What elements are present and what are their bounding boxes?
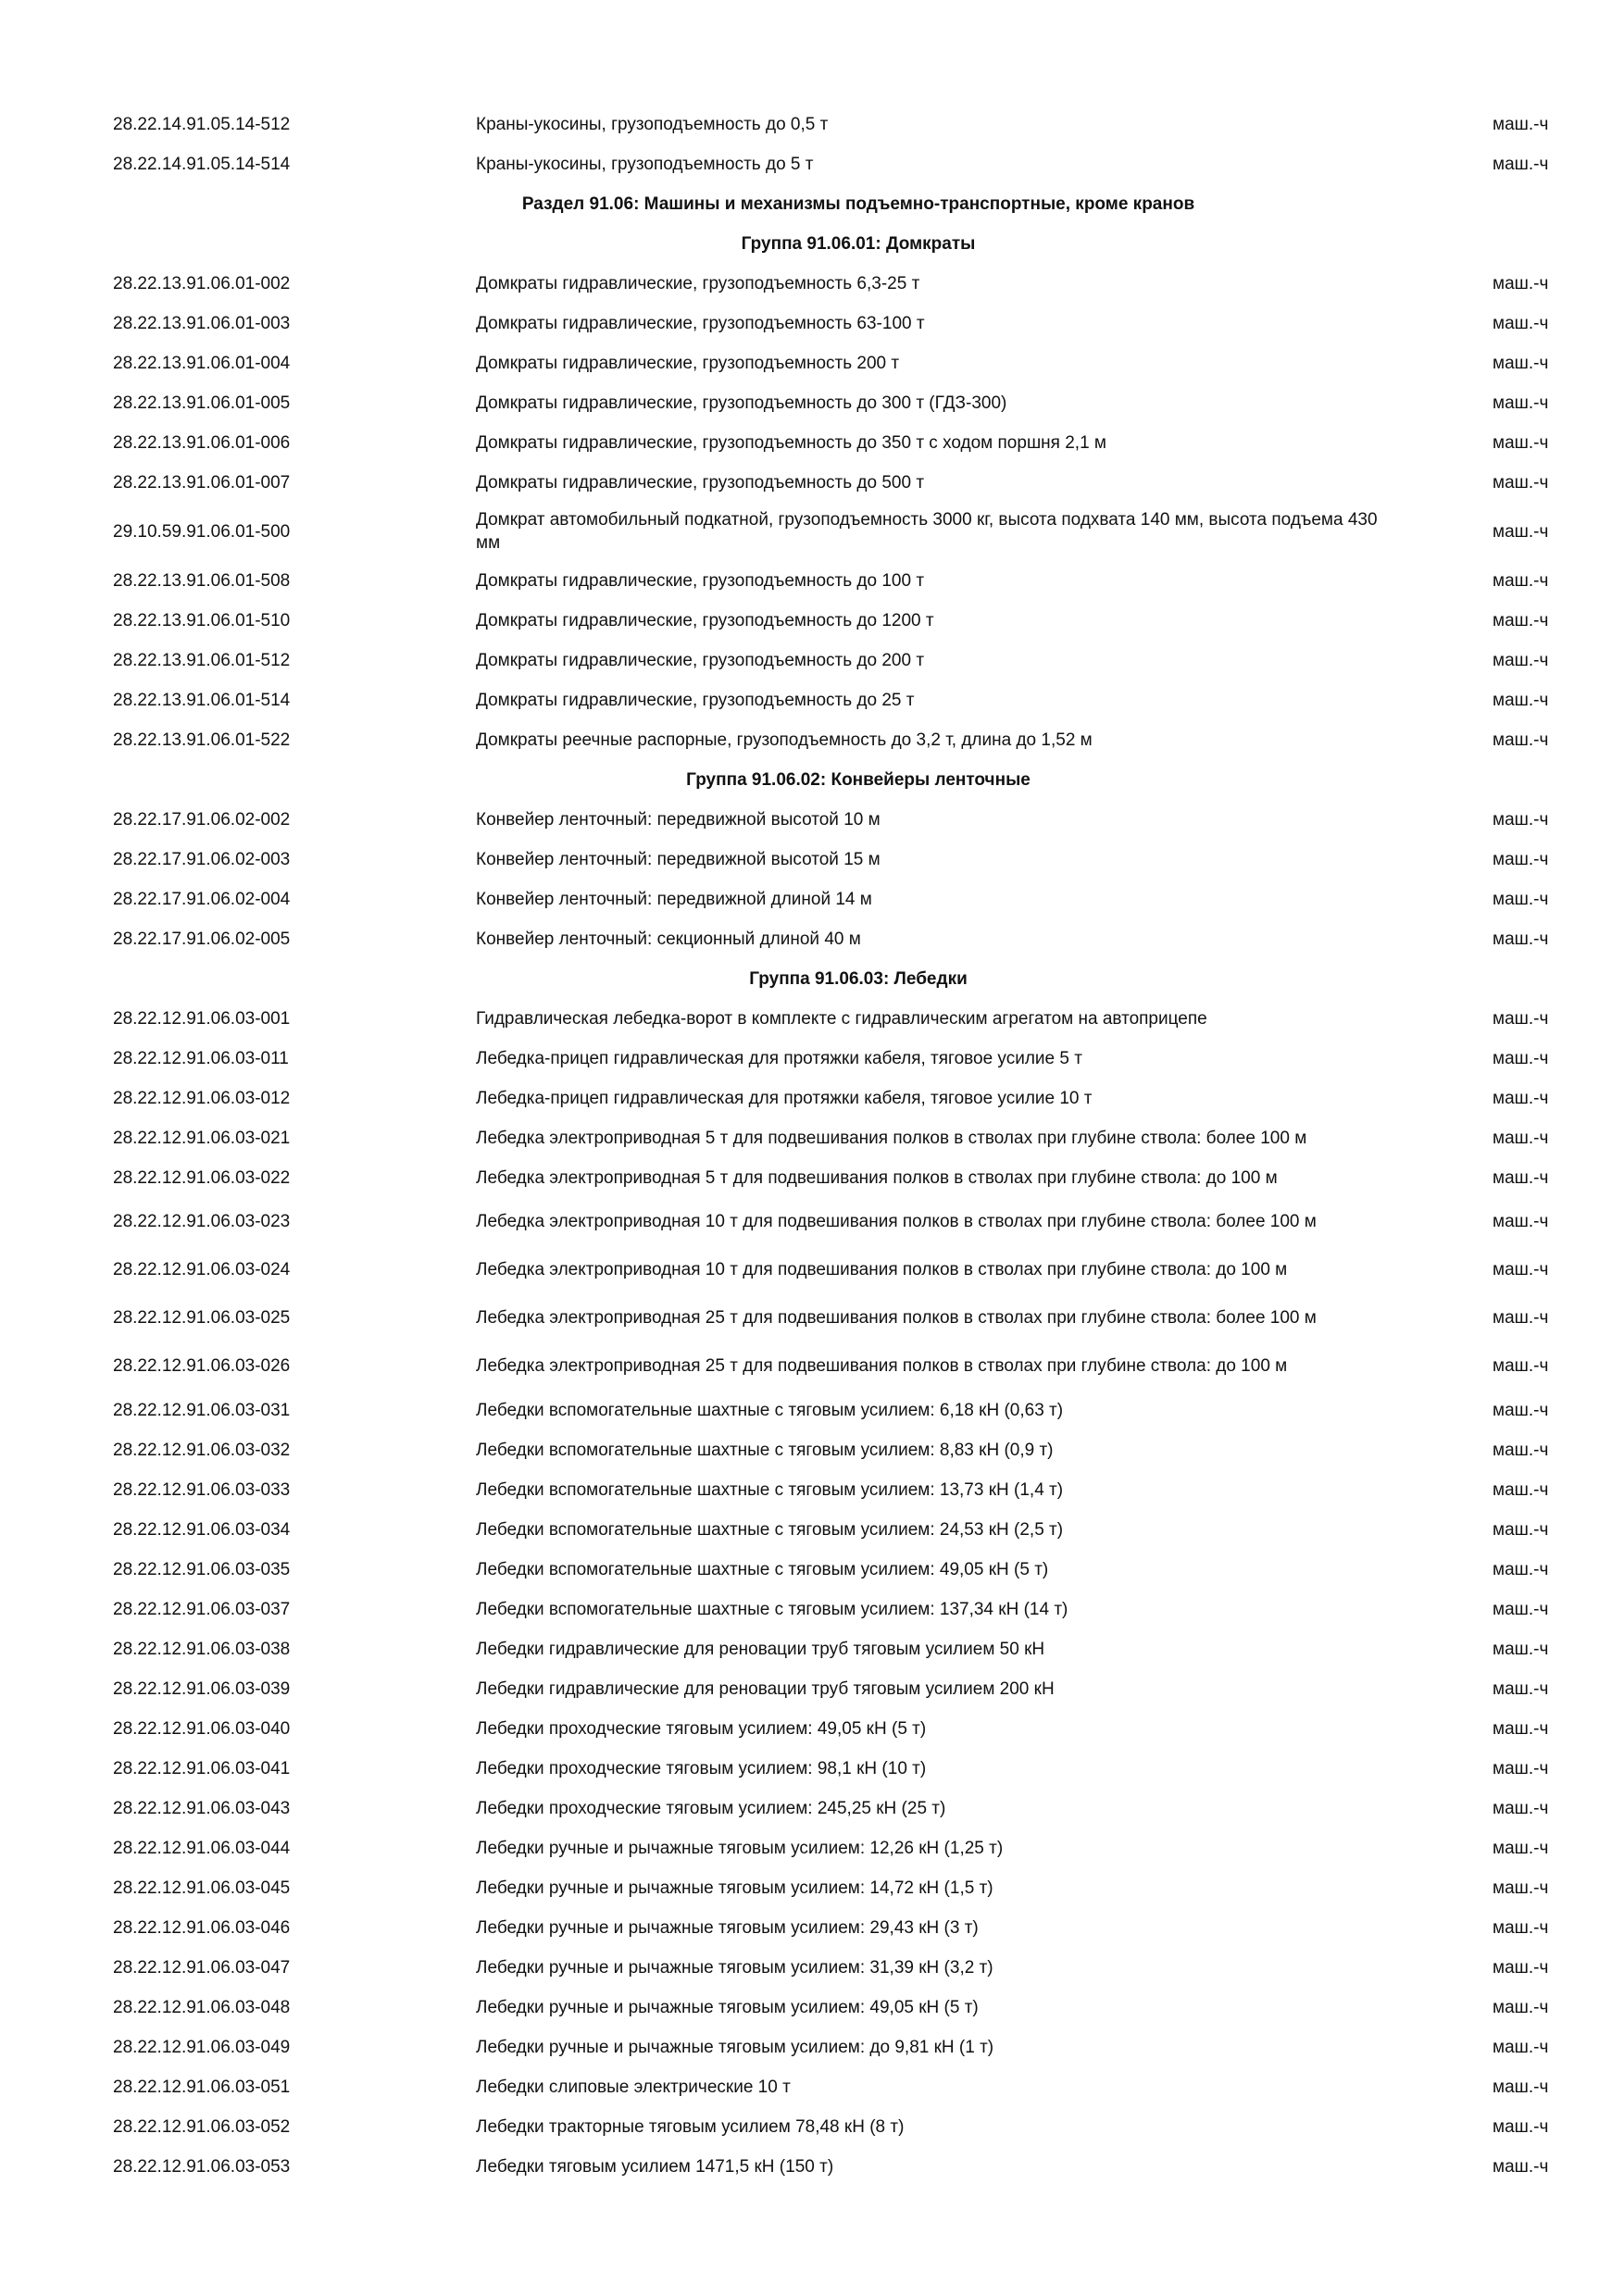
resource-unit: маш.-ч	[1493, 2117, 1549, 2137]
resource-code: 28.22.12.91.06.03-032	[113, 1441, 291, 1460]
resource-code: 28.22.12.91.06.03-035	[113, 1560, 291, 1579]
table-row	[0, 105, 1624, 144]
table-row	[0, 1294, 1624, 1342]
section-heading: Группа 91.06.03: Лебедки	[749, 969, 968, 989]
resource-code: 28.22.12.91.06.03-025	[113, 1308, 291, 1328]
resource-unit: маш.-ч	[1493, 1998, 1549, 2017]
resource-unit: маш.-ч	[1493, 1799, 1549, 1818]
resource-description: Домкраты гидравлические, грузоподъемность 200 т	[476, 354, 900, 373]
resource-code: 28.22.13.91.06.01-522	[113, 730, 291, 750]
resource-unit: маш.-ч	[1493, 730, 1549, 750]
resource-code: 28.22.12.91.06.03-022	[113, 1168, 291, 1188]
resource-description: Лебедки тяговым усилием 1471,5 кН (150 т)	[476, 2157, 834, 2177]
resource-description: Лебедки проходческие тяговым усилием: 98,1 кН (10 т)	[476, 1759, 927, 1778]
resource-code: 28.22.12.91.06.03-041	[113, 1759, 291, 1778]
resource-code: 28.22.12.91.06.03-048	[113, 1998, 291, 2017]
resource-description: Лебедки вспомогательные шахтные с тяговым усилием: 24,53 кН (2,5 т)	[476, 1520, 1064, 1540]
table-row	[0, 1039, 1624, 1079]
resource-unit: маш.-ч	[1493, 651, 1549, 670]
resource-code: 28.22.13.91.06.01-003	[113, 314, 291, 333]
table-row	[0, 1709, 1624, 1749]
resource-description: Домкраты гидравлические, грузоподъемность до 100 т	[476, 571, 925, 591]
resource-description: Лебедки ручные и рычажные тяговым усилием: 49,05 кН (5 т)	[476, 1998, 979, 2017]
resource-unit: маш.-ч	[1493, 1168, 1549, 1188]
table-row	[0, 1789, 1624, 1828]
table-row	[0, 720, 1624, 760]
resource-description: Краны-укосины, грузоподъемность до 5 т	[476, 155, 814, 174]
resource-unit: маш.-ч	[1493, 1520, 1549, 1540]
resource-description: Лебедки ручные и рычажные тяговым усилием: 31,39 кН (3,2 т)	[476, 1958, 993, 1978]
resource-code: 28.22.12.91.06.03-049	[113, 2038, 291, 2057]
resource-description: Домкраты реечные распорные, грузоподъемность до 3,2 т, длина до 1,52 м	[476, 730, 1093, 750]
table-row	[0, 463, 1624, 503]
resource-code: 28.22.12.91.06.03-051	[113, 2078, 291, 2097]
resource-unit: маш.-ч	[1493, 155, 1549, 174]
resource-table	[0, 105, 1624, 2187]
table-row	[0, 1669, 1624, 1709]
resource-unit: маш.-ч	[1493, 274, 1549, 293]
resource-unit: маш.-ч	[1493, 433, 1549, 453]
resource-unit: маш.-ч	[1493, 1212, 1549, 1231]
table-row	[0, 1828, 1624, 1868]
table-row	[0, 1550, 1624, 1590]
resource-unit: маш.-ч	[1493, 1719, 1549, 1739]
table-row	[0, 1470, 1624, 1510]
resource-unit: маш.-ч	[1493, 1441, 1549, 1460]
resource-description: Лебедки вспомогательные шахтные с тяговым усилием: 6,18 кН (0,63 т)	[476, 1401, 1064, 1420]
resource-unit: маш.-ч	[1493, 1918, 1549, 1938]
resource-unit: маш.-ч	[1493, 1009, 1549, 1029]
resource-description: Домкраты гидравлические, грузоподъемность 6,3-25 т	[476, 274, 920, 293]
resource-description: Домкраты гидравлические, грузоподъемность до 25 т	[476, 691, 915, 710]
table-row	[0, 2107, 1624, 2147]
resource-unit: маш.-ч	[1493, 1560, 1549, 1579]
resource-unit: маш.-ч	[1493, 1600, 1549, 1619]
resource-unit: маш.-ч	[1493, 1401, 1549, 1420]
resource-description: Гидравлическая лебедка-ворот в комплекте с гидравлическим агрегатом на автоприцепе	[476, 1009, 1207, 1029]
table-row	[0, 343, 1624, 383]
table-row	[0, 1198, 1624, 1246]
resource-description: Лебедки тракторные тяговым усилием 78,48 кН (8 т)	[476, 2117, 905, 2137]
resource-code: 28.22.12.91.06.03-043	[113, 1799, 291, 1818]
section-heading: Раздел 91.06: Машины и механизмы подъемно-транспортные, кроме кранов	[521, 194, 1195, 214]
resource-code: 28.22.13.91.06.01-512	[113, 651, 291, 670]
resource-description: Лебедка-прицеп гидравлическая для протяжки кабеля, тяговое усилие 10 т	[476, 1089, 1093, 1108]
resource-unit: маш.-ч	[1493, 691, 1549, 710]
resource-unit: маш.-ч	[1493, 2157, 1549, 2177]
resource-unit: маш.-ч	[1493, 1759, 1549, 1778]
resource-description: Конвейер ленточный: передвижной высотой 15 м	[476, 850, 881, 869]
resource-unit: маш.-ч	[1493, 1679, 1549, 1699]
resource-unit: маш.-ч	[1493, 1089, 1549, 1108]
resource-code: 28.22.13.91.06.01-007	[113, 473, 291, 493]
resource-description: Домкраты гидравлические, грузоподъемность до 200 т	[476, 651, 925, 670]
resource-description: Лебедка электроприводная 25 т для подвешивания полков в стволах при глубине ствола: до 100 м	[476, 1356, 1288, 1376]
resource-unit: маш.-ч	[1493, 1878, 1549, 1898]
resource-description: Домкраты гидравлические, грузоподъемность до 350 т с ходом поршня 2,1 м	[476, 433, 1106, 453]
resource-unit: маш.-ч	[1493, 1049, 1549, 1068]
resource-code: 28.22.12.91.06.03-044	[113, 1839, 291, 1858]
table-row	[0, 503, 1624, 561]
resource-code: 28.22.12.91.06.03-024	[113, 1260, 291, 1279]
resource-code: 28.22.12.91.06.03-034	[113, 1520, 291, 1540]
resource-code: 28.22.12.91.06.03-033	[113, 1480, 291, 1500]
table-row	[0, 1342, 1624, 1391]
resource-unit: маш.-ч	[1493, 1839, 1549, 1858]
resource-description: Конвейер ленточный: секционный длиной 40 м	[476, 930, 861, 949]
table-row	[0, 383, 1624, 423]
resource-description: Домкрат автомобильный подкатной, грузоподъемность 3000 кг, высота подхвата 140 мм, высота подъема 430 мм	[476, 510, 1378, 553]
table-row	[0, 880, 1624, 919]
table-row	[0, 2147, 1624, 2187]
resource-description: Конвейер ленточный: передвижной длиной 14 м	[476, 890, 872, 909]
resource-code: 28.22.12.91.06.03-047	[113, 1958, 291, 1978]
resource-code: 28.22.12.91.06.03-031	[113, 1401, 291, 1420]
table-row	[0, 2067, 1624, 2107]
resource-description: Лебедки гидравлические для реновации труб тяговым усилием 50 кН	[476, 1640, 1045, 1659]
resource-code: 28.22.13.91.06.01-508	[113, 571, 291, 591]
resource-description: Лебедки ручные и рычажные тяговым усилием: 14,72 кН (1,5 т)	[476, 1878, 993, 1898]
table-row	[0, 1629, 1624, 1669]
resource-code: 28.22.12.91.06.03-001	[113, 1009, 291, 1029]
resource-description: Лебедка электроприводная 5 т для подвешивания полков в стволах при глубине ствола: более 100 м	[476, 1129, 1307, 1148]
table-row	[0, 304, 1624, 343]
resource-unit: маш.-ч	[1493, 930, 1549, 949]
resource-description: Лебедки вспомогательные шахтные с тяговым усилием: 49,05 кН (5 т)	[476, 1560, 1049, 1579]
resource-code: 29.10.59.91.06.01-500	[113, 522, 291, 542]
table-row	[0, 1868, 1624, 1908]
resource-code: 28.22.13.91.06.01-004	[113, 354, 291, 373]
table-row	[0, 264, 1624, 304]
resource-unit: маш.-ч	[1493, 1129, 1549, 1148]
resource-unit: маш.-ч	[1493, 890, 1549, 909]
resource-code: 28.22.12.91.06.03-012	[113, 1089, 291, 1108]
resource-code: 28.22.14.91.05.14-514	[113, 155, 291, 174]
table-row	[0, 1590, 1624, 1629]
table-row	[0, 1948, 1624, 1988]
resource-description: Лебедка электроприводная 10 т для подвешивания полков в стволах при глубине ствола: до 100 м	[476, 1260, 1288, 1279]
table-row	[0, 1158, 1624, 1198]
resource-unit: маш.-ч	[1493, 1480, 1549, 1500]
table-row	[0, 840, 1624, 880]
resource-unit: маш.-ч	[1493, 810, 1549, 830]
resource-code: 28.22.12.91.06.03-011	[113, 1049, 289, 1068]
resource-code: 28.22.13.91.06.01-514	[113, 691, 291, 710]
resource-unit: маш.-ч	[1493, 571, 1549, 591]
table-row	[0, 1510, 1624, 1550]
resource-code: 28.22.13.91.06.01-002	[113, 274, 291, 293]
resource-unit: маш.-ч	[1493, 1308, 1549, 1328]
table-row	[0, 800, 1624, 840]
table-row	[0, 601, 1624, 641]
resource-description: Лебедка электроприводная 25 т для подвешивания полков в стволах при глубине ствола: более 100 м	[476, 1308, 1317, 1328]
resource-unit: маш.-ч	[1493, 473, 1549, 493]
resource-description: Лебедки ручные и рычажные тяговым усилием: 12,26 кН (1,25 т)	[476, 1839, 1004, 1858]
resource-description: Лебедки гидравлические для реновации труб тяговым усилием 200 кН	[476, 1679, 1055, 1699]
resource-code: 28.22.12.91.06.03-052	[113, 2117, 291, 2137]
resource-description: Лебедки проходческие тяговым усилием: 245,25 кН (25 т)	[476, 1799, 946, 1818]
resource-description: Лебедка-прицеп гидравлическая для протяжки кабеля, тяговое усилие 5 т	[476, 1049, 1082, 1068]
resource-code: 28.22.17.91.06.02-005	[113, 930, 291, 949]
resource-code: 28.22.12.91.06.03-053	[113, 2157, 291, 2177]
resource-description: Лебедки ручные и рычажные тяговым усилием: до 9,81 кН (1 т)	[476, 2038, 994, 2057]
resource-unit: маш.-ч	[1493, 2078, 1549, 2097]
resource-unit: маш.-ч	[1493, 850, 1549, 869]
resource-description: Домкраты гидравлические, грузоподъемность до 300 т (ГДЗ-300)	[476, 393, 1007, 413]
table-row	[0, 561, 1624, 601]
table-row	[0, 641, 1624, 680]
table-row	[0, 144, 1624, 184]
resource-unit: маш.-ч	[1493, 1958, 1549, 1978]
resource-description: Лебедки вспомогательные шахтные с тяговым усилием: 137,34 кН (14 т)	[476, 1600, 1068, 1619]
resource-code: 28.22.13.91.06.01-510	[113, 611, 291, 630]
resource-unit: маш.-ч	[1493, 354, 1549, 373]
resource-unit: маш.-ч	[1493, 393, 1549, 413]
resource-unit: маш.-ч	[1493, 2038, 1549, 2057]
resource-unit: маш.-ч	[1493, 1640, 1549, 1659]
resource-unit: маш.-ч	[1493, 1260, 1549, 1279]
resource-unit: маш.-ч	[1493, 522, 1549, 542]
resource-code: 28.22.12.91.06.03-046	[113, 1918, 291, 1938]
resource-code: 28.22.12.91.06.03-039	[113, 1679, 291, 1699]
table-row	[0, 919, 1624, 959]
resource-code: 28.22.12.91.06.03-021	[113, 1129, 291, 1148]
resource-code: 28.22.12.91.06.03-040	[113, 1719, 291, 1739]
resource-description: Лебедка электроприводная 10 т для подвешивания полков в стволах при глубине ствола: более 100 м	[476, 1212, 1317, 1231]
resource-description: Краны-укосины, грузоподъемность до 0,5 т	[476, 115, 829, 134]
resource-description: Лебедка электроприводная 5 т для подвешивания полков в стволах при глубине ствола: до 100 м	[476, 1168, 1278, 1188]
resource-description: Лебедки ручные и рычажные тяговым усилием: 29,43 кН (3 т)	[476, 1918, 979, 1938]
resource-description: Конвейер ленточный: передвижной высотой 10 м	[476, 810, 881, 830]
resource-code: 28.22.17.91.06.02-003	[113, 850, 291, 869]
table-row	[0, 1430, 1624, 1470]
resource-description: Лебедки вспомогательные шахтные с тяговым усилием: 13,73 кН (1,4 т)	[476, 1480, 1064, 1500]
resource-code: 28.22.13.91.06.01-005	[113, 393, 291, 413]
resource-code: 28.22.12.91.06.03-038	[113, 1640, 291, 1659]
resource-description: Домкраты гидравлические, грузоподъемность до 1200 т	[476, 611, 934, 630]
resource-description: Лебедки вспомогательные шахтные с тяговым усилием: 8,83 кН (0,9 т)	[476, 1441, 1054, 1460]
resource-description: Лебедки проходческие тяговым усилием: 49,05 кН (5 т)	[476, 1719, 927, 1739]
resource-code: 28.22.12.91.06.03-037	[113, 1600, 291, 1619]
resource-code: 28.22.12.91.06.03-023	[113, 1212, 291, 1231]
table-row	[0, 1749, 1624, 1789]
resource-code: 28.22.17.91.06.02-002	[113, 810, 291, 830]
table-row	[0, 999, 1624, 1039]
table-row	[0, 1908, 1624, 1948]
section-heading: Группа 91.06.01: Домкраты	[741, 234, 976, 254]
table-row	[0, 423, 1624, 463]
resource-code: 28.22.14.91.05.14-512	[113, 115, 291, 134]
resource-unit: маш.-ч	[1493, 115, 1549, 134]
resource-code: 28.22.17.91.06.02-004	[113, 890, 291, 909]
table-row	[0, 680, 1624, 720]
resource-unit: маш.-ч	[1493, 314, 1549, 333]
resource-code: 28.22.12.91.06.03-045	[113, 1878, 291, 1898]
table-row	[0, 1391, 1624, 1430]
table-row	[0, 1246, 1624, 1294]
resource-code: 28.22.12.91.06.03-026	[113, 1356, 291, 1376]
resource-unit: маш.-ч	[1493, 611, 1549, 630]
resource-description: Лебедки слиповые электрические 10 т	[476, 2078, 791, 2097]
table-row	[0, 1988, 1624, 2028]
resource-description: Домкраты гидравлические, грузоподъемность до 500 т	[476, 473, 925, 493]
resource-code: 28.22.13.91.06.01-006	[113, 433, 291, 453]
table-row	[0, 1079, 1624, 1118]
section-heading: Группа 91.06.02: Конвейеры ленточные	[686, 770, 1031, 790]
resource-unit: маш.-ч	[1493, 1356, 1549, 1376]
table-row	[0, 1118, 1624, 1158]
table-row	[0, 2028, 1624, 2067]
resource-description: Домкраты гидравлические, грузоподъемность 63-100 т	[476, 314, 925, 333]
